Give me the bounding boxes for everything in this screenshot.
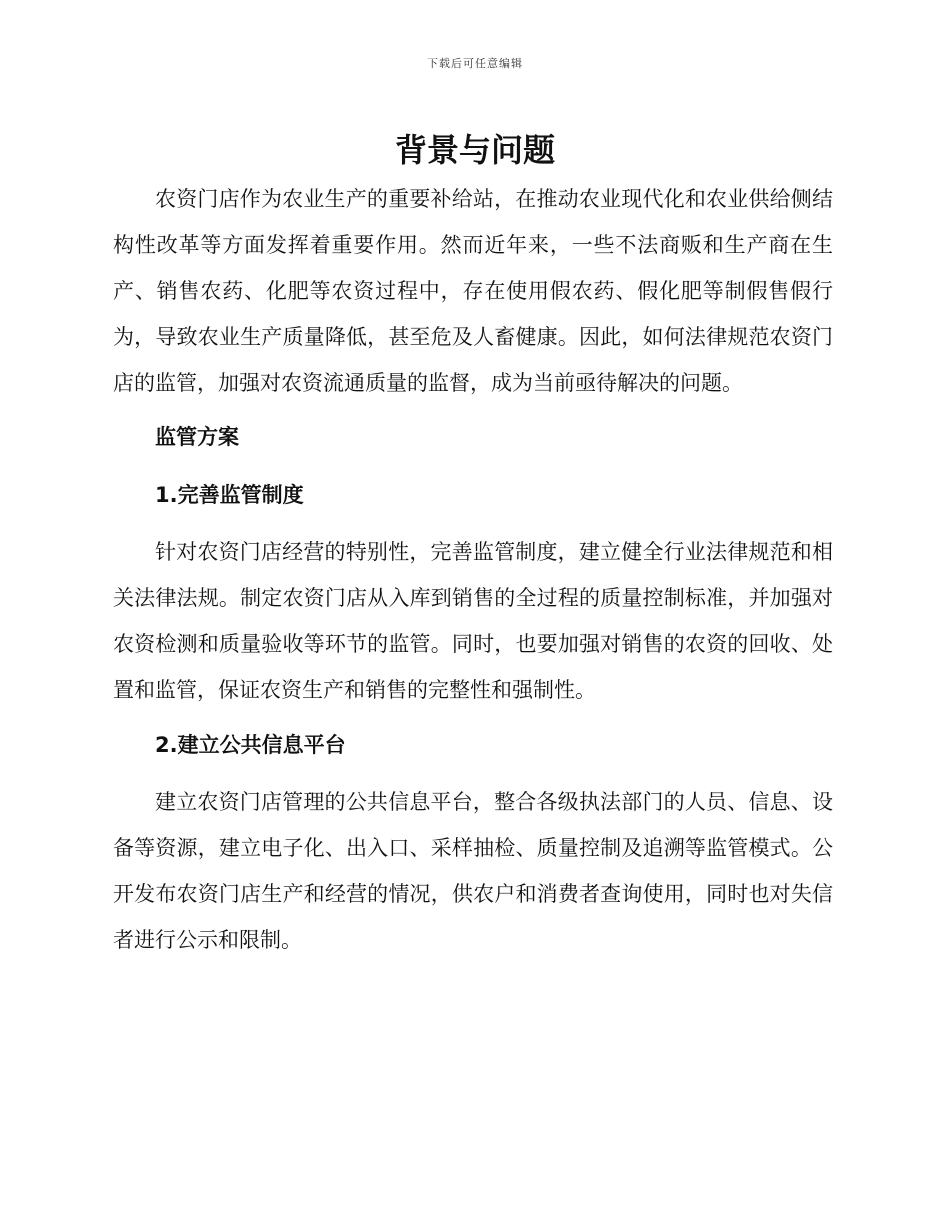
document-title: 背景与问题 [394, 131, 555, 169]
intro-paragraph: 农资门店作为农业生产的重要补给站，在推动农业现代化和农业供给侧结构性改革等方面发挥着重要作用。然而近年来，一些不法商贩和生产商在生产、销售农药、化肥等农资过程中，存在使用假农药、假化肥等制假售假行为，导致农业生产质量降低，甚至危及人畜健康。因此，如何法律规范农资门店的监管，加强对农资流通质量的监督，成为当前亟待解决的问题。 [113, 187, 833, 395]
page-header-note: 下载后可任意编辑 [427, 57, 523, 70]
subsection-heading-1: 1.完善监管制度 [155, 483, 304, 507]
subsection-body-1: 针对农资门店经营的特别性，完善监管制度，建立健全行业法律规范和相关法律法规。制定农资门店从入库到销售的全过程的质量控制标准，并加强对农资检测和质量验收等环节的监管。同时，也要加强对销售的农资的回收、处置和监管，保证农资生产和销售的完整性和强制性。 [113, 540, 833, 702]
section-heading-plan: 监管方案 [155, 425, 239, 449]
subsection-heading-2: 2.建立公共信息平台 [155, 733, 346, 757]
subsection-body-2: 建立农资门店管理的公共信息平台，整合各级执法部门的人员、信息、设备等资源，建立电子化、出入口、采样抽检、质量控制及追溯等监管模式。公开发布农资门店生产和经营的情况，供农户和消费者查询使用，同时也对失信者进行公示和限制。 [113, 790, 833, 952]
